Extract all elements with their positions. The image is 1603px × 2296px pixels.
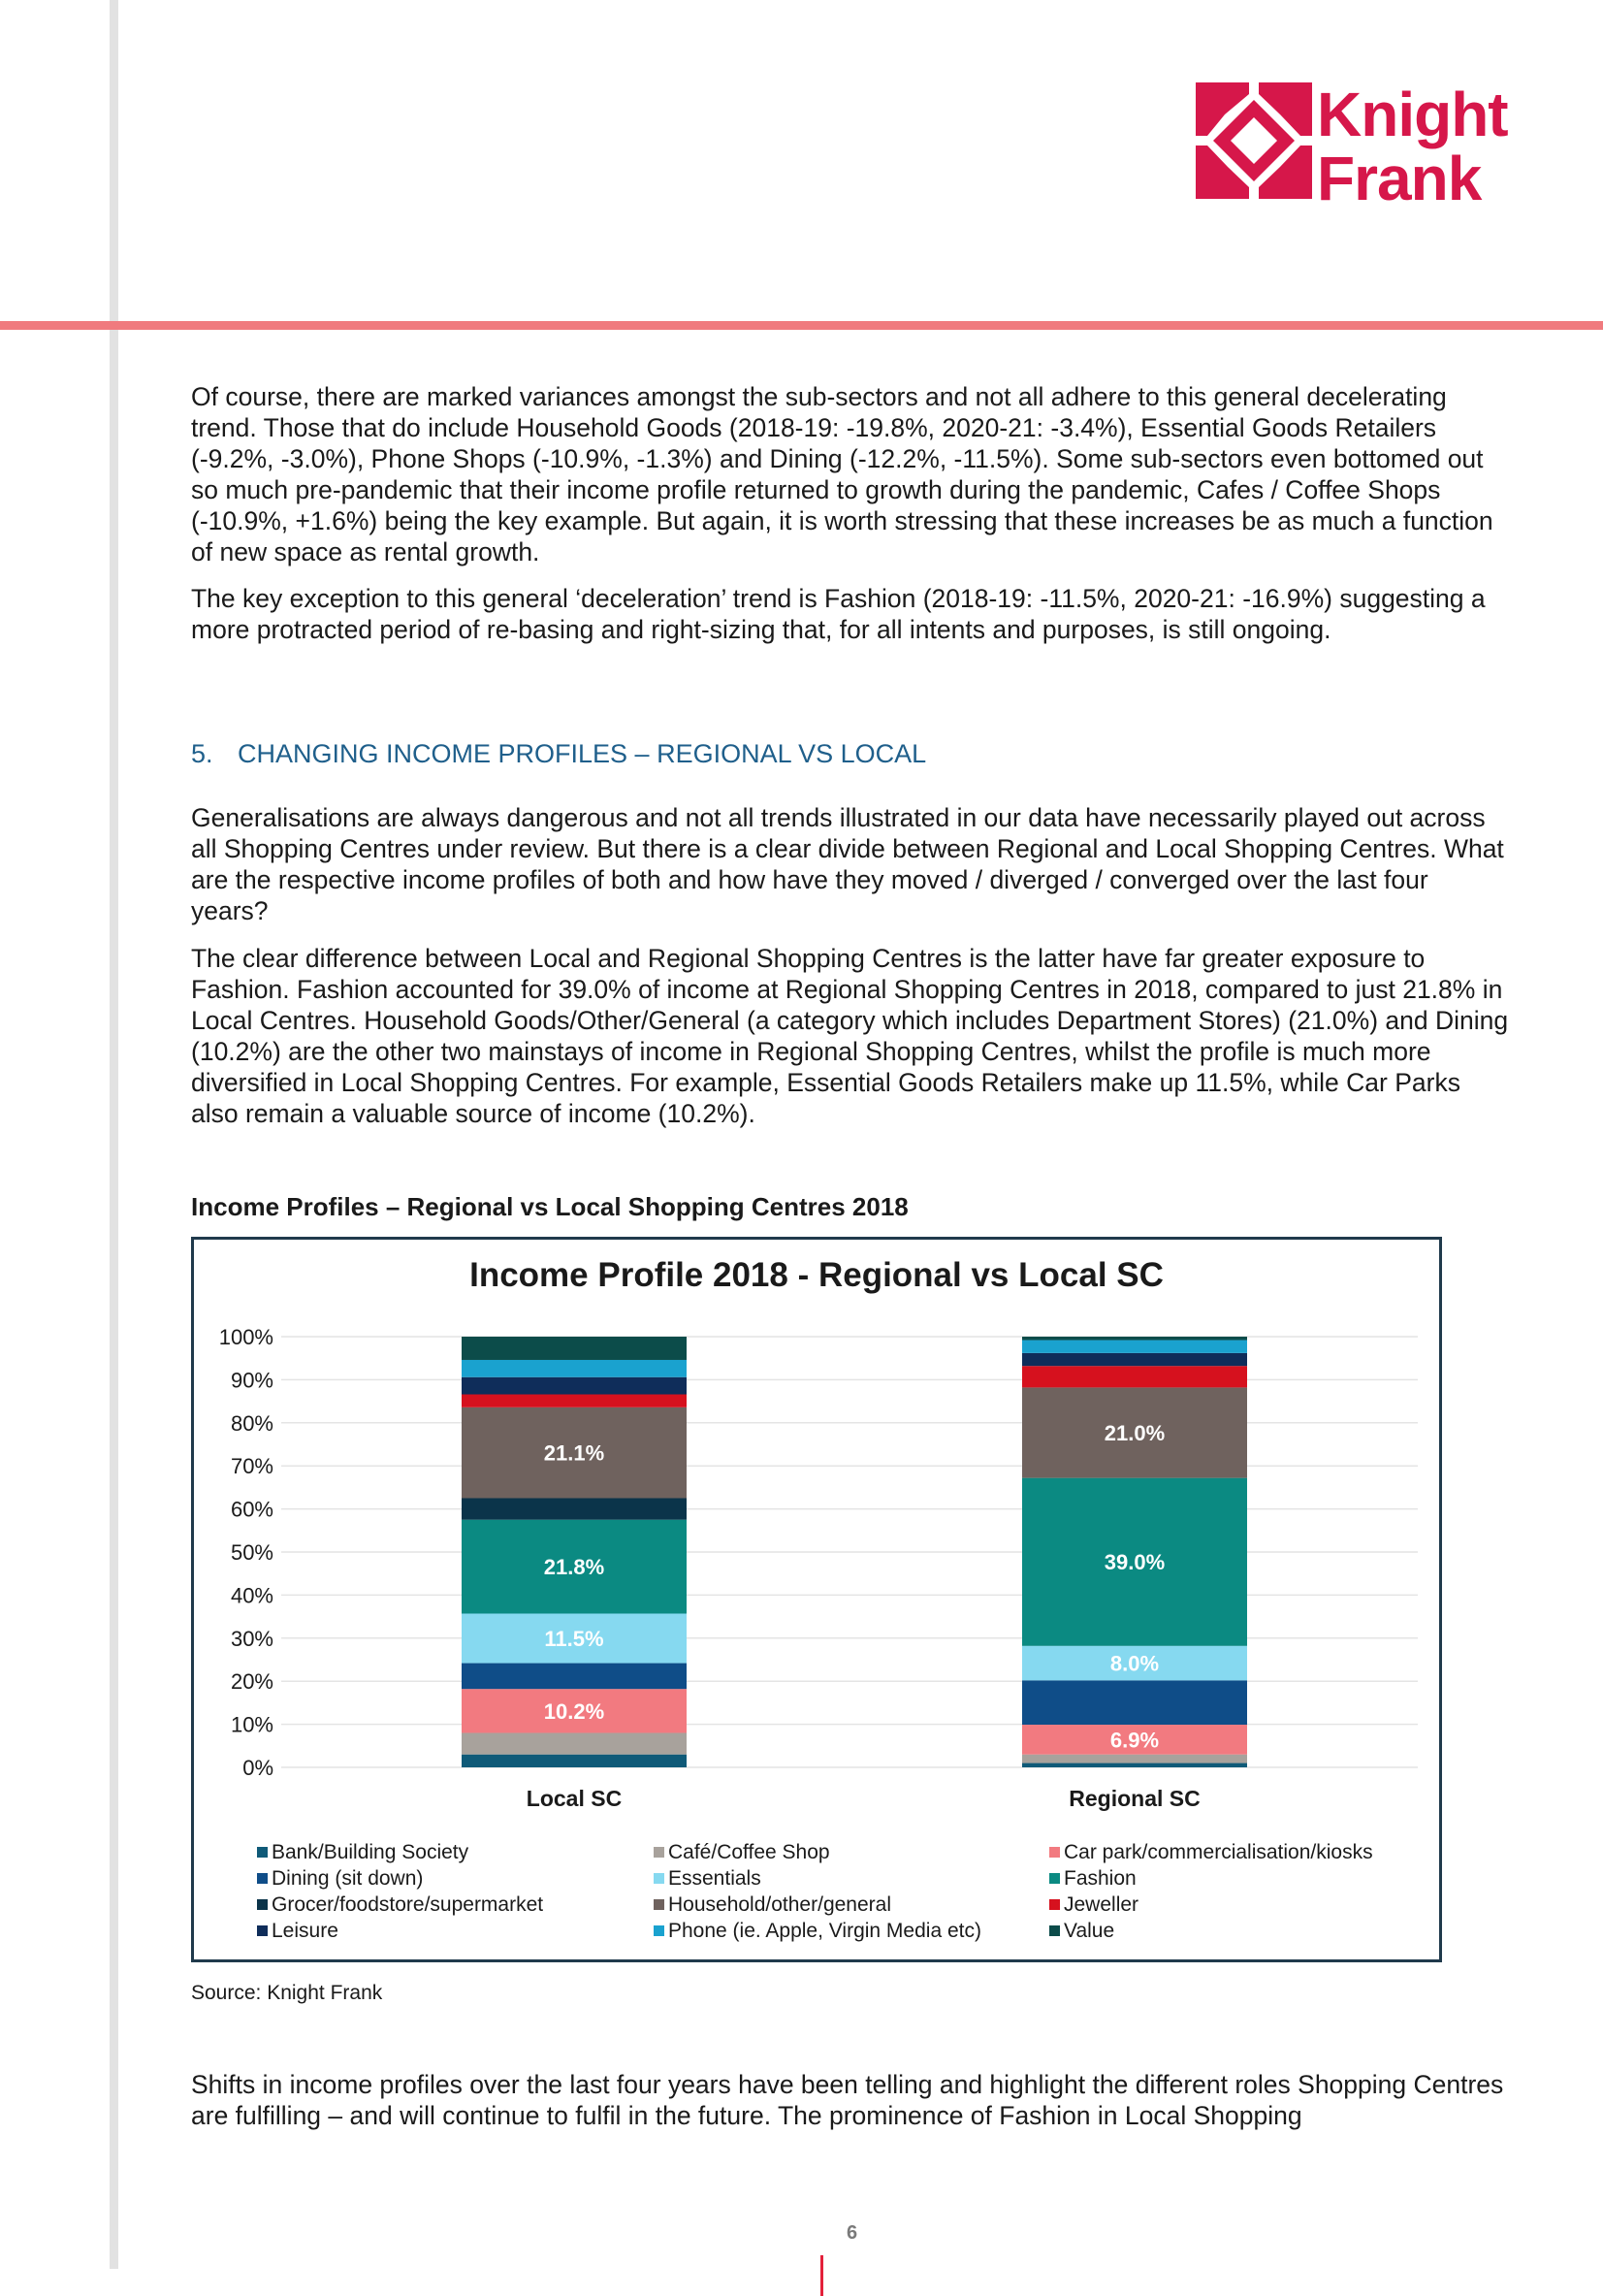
legend-swatch	[1049, 1847, 1060, 1858]
legend-label: Jeweller	[1064, 1893, 1139, 1916]
chart-title: Income Profile 2018 - Regional vs Local SC	[469, 1256, 1164, 1294]
bar-segment	[462, 1664, 687, 1690]
x-category-label: Regional SC	[1069, 1786, 1201, 1811]
y-tick-label: 80%	[230, 1410, 273, 1436]
legend-label: Essentials	[668, 1867, 761, 1890]
x-category-label: Local SC	[526, 1786, 623, 1811]
legend-swatch	[1049, 1873, 1060, 1884]
legend-item	[257, 1892, 543, 1918]
section-number: 5.	[191, 739, 213, 768]
y-tick-label: 30%	[230, 1626, 273, 1651]
bar-segment	[1022, 1763, 1247, 1767]
logo-word-knight: Knight	[1317, 80, 1508, 149]
legend-label: Bank/Building Society	[272, 1841, 469, 1863]
legend-item	[654, 1892, 891, 1918]
y-tick-label: 100%	[218, 1325, 273, 1349]
legend-label: Fashion	[1064, 1867, 1137, 1890]
paragraph-fashion-exception: The key exception to this general ‘deceleration’ trend is Fashion (2018-19: -11.5%, 2020-21: -16.9%) suggesting a more protracted period of re-basing and right-sizing that, for all intents and purposes, is still ongoing.	[191, 584, 1486, 644]
legend-label: Car park/commercialisation/kiosks	[1064, 1841, 1373, 1863]
y-tick-label: 0%	[242, 1756, 273, 1780]
y-tick-label: 60%	[230, 1497, 273, 1522]
paragraph-local-vs-regional: The clear difference between Local and Regional Shopping Centres is the latter have far greater exposure to Fashion. Fashion accounted for 39.0% of income at Regional Shopping Centres in 2018, compared to just 21.8% in Local Centres. Household Goods/Other/General (a category which includes Department Stores) (21.0%) and Dining (10.2%) are the other two mainstays of income in Regional Shopping Centres, whilst the profile is much more diversified in Local Shopping Centres. For example, Essential Goods Retailers make up 11.5%, while Car Parks also remain a valuable source of income (10.2%).	[191, 944, 1509, 1128]
legend-item	[257, 1918, 338, 1944]
legend-swatch	[1049, 1899, 1060, 1910]
data-label: 8.0%	[1109, 1651, 1160, 1676]
page-number: 6	[847, 2222, 858, 2244]
data-label: 21.0%	[1104, 1421, 1166, 1446]
legend-label: Dining (sit down)	[272, 1867, 424, 1890]
knight-frank-logo	[1196, 80, 1508, 213]
legend-swatch	[257, 1899, 268, 1910]
bar-segment	[1022, 1353, 1247, 1366]
logo-mark-icon	[1196, 82, 1312, 199]
data-label: 10.2%	[543, 1698, 605, 1724]
legend-item	[654, 1865, 761, 1892]
bar-segment	[1022, 1755, 1247, 1763]
page-number-marker	[820, 2255, 823, 2296]
section-title: CHANGING INCOME PROFILES – REGIONAL VS LOCAL	[238, 739, 927, 768]
y-tick-label: 90%	[230, 1368, 273, 1393]
data-label: 21.1%	[543, 1440, 605, 1466]
legend-label: Leisure	[272, 1920, 338, 1942]
legend-item	[1049, 1918, 1114, 1944]
legend-item	[1049, 1839, 1373, 1865]
y-tick-label: 40%	[230, 1583, 273, 1608]
legend-swatch	[654, 1847, 664, 1858]
section-heading	[191, 739, 926, 769]
legend-swatch	[654, 1873, 664, 1884]
bar-segment	[462, 1360, 687, 1377]
bar-segment	[462, 1732, 687, 1754]
paragraph-subsector-variances: Of course, there are marked variances amongst the sub-sectors and not all adhere to this general decelerating trend. Those that do include Household Goods (2018-19: -19.8%, 2020-21: -3.4%), Essential Goods Retailers (-9.2%, -3.0%), Phone Shops (-10.9%, -1.3%) and Dining (-12.2%, -11.5%). Some sub-sectors even bottomed out so much pre-pandemic that their income profile returned to growth during the pandemic, Cafes / Coffee Shops (-10.9%, +1.6%) being the key example. But again, it is worth stressing that these increases be as much a function of new space as rental growth.	[191, 382, 1493, 566]
figure-caption: Income Profiles – Regional vs Local Shopping Centres 2018	[191, 1192, 909, 1221]
logo-word-frank: Frank	[1317, 144, 1482, 213]
legend-item	[1049, 1892, 1138, 1918]
y-tick-label: 70%	[230, 1454, 273, 1479]
legend-swatch	[257, 1925, 268, 1936]
legend-swatch	[654, 1925, 664, 1936]
legend-item	[1049, 1865, 1137, 1892]
legend-swatch	[257, 1847, 268, 1858]
left-margin-rule	[110, 0, 118, 2269]
y-tick-label: 10%	[230, 1712, 273, 1737]
legend-item	[257, 1865, 423, 1892]
bar-segment	[462, 1337, 687, 1360]
data-label: 21.8%	[543, 1555, 605, 1580]
paragraph-shifts: Shifts in income profiles over the last four years have been telling and highlight the different roles Shopping Centres are fulfilling – and will continue to fulfil in the future. The prominence of Fashion in Local Shopping	[191, 2070, 1504, 2130]
bar-segment	[462, 1499, 687, 1520]
legend-swatch	[654, 1899, 664, 1910]
legend-item	[654, 1839, 830, 1865]
data-label: 39.0%	[1104, 1550, 1166, 1575]
legend-swatch	[1049, 1925, 1060, 1936]
legend-label: Phone (ie. Apple, Virgin Media etc)	[668, 1920, 981, 1942]
data-label: 6.9%	[1109, 1728, 1160, 1753]
bar-segment	[1022, 1366, 1247, 1387]
legend-swatch	[257, 1873, 268, 1884]
legend-label: Household/other/general	[668, 1893, 891, 1916]
paragraph-generalisations: Generalisations are always dangerous and not all trends illustrated in our data have necessarily played out across all Shopping Centres under review. But there is a clear divide between Regional and Local Shopping Centres. What are the respective income profiles of both and how have they moved / diverged / converged over the last four years?	[191, 803, 1504, 925]
bar-segment	[1022, 1341, 1247, 1353]
figure-source: Source: Knight Frank	[191, 1982, 383, 2004]
y-tick-label: 50%	[230, 1540, 273, 1565]
header-divider	[0, 321, 1603, 330]
legend-item	[257, 1839, 468, 1865]
bar-segment	[462, 1755, 687, 1767]
bar-segment	[1022, 1680, 1247, 1725]
income-profile-chart	[191, 1237, 1442, 1962]
legend-label: Grocer/foodstore/supermarket	[272, 1893, 544, 1916]
legend-label: Café/Coffee Shop	[668, 1841, 830, 1863]
bar-segment	[1022, 1337, 1247, 1341]
legend-label: Value	[1064, 1920, 1115, 1942]
bar-segment	[462, 1377, 687, 1395]
legend-item	[654, 1918, 981, 1944]
y-tick-label: 20%	[230, 1669, 273, 1695]
data-label: 11.5%	[544, 1627, 604, 1652]
bar-segment	[462, 1394, 687, 1407]
